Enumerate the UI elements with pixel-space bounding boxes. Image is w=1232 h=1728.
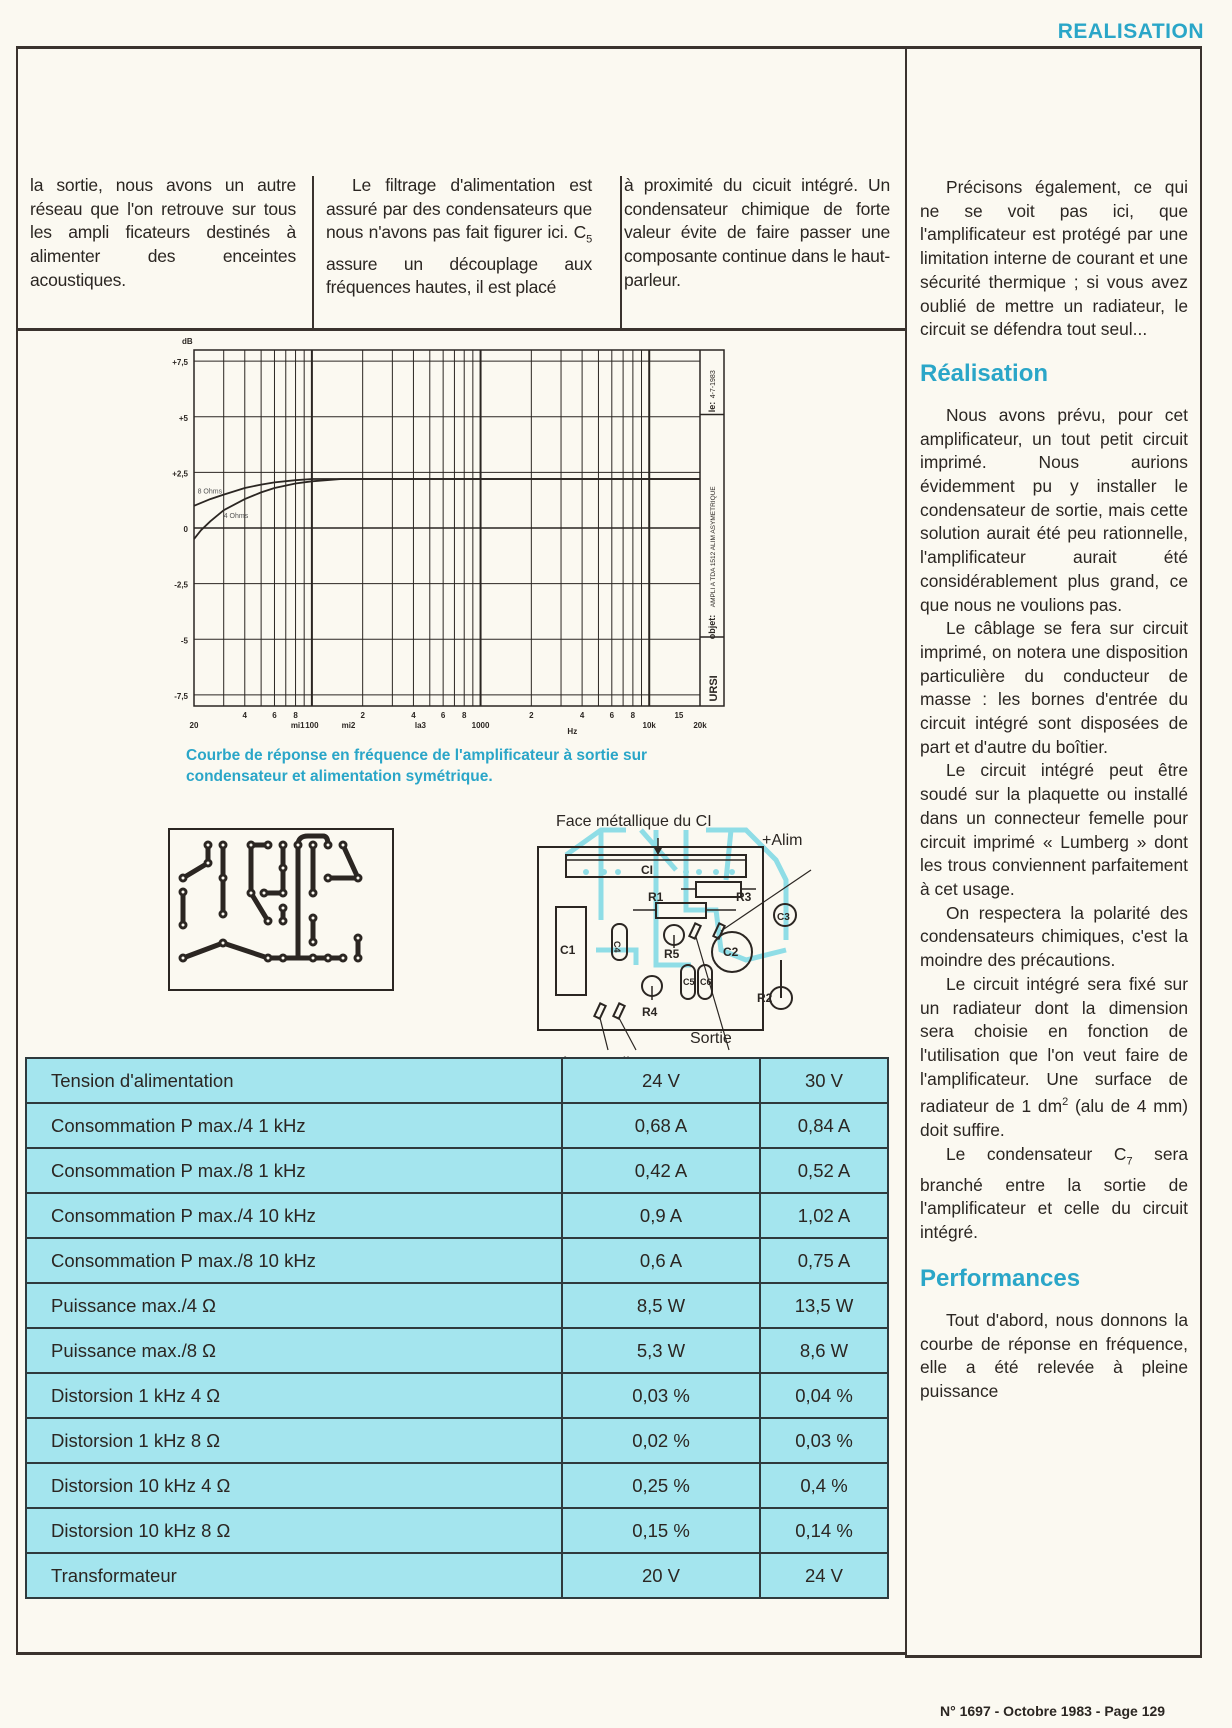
text-span: sera branché entre la sortie de l'amplificateur et celle du circuit intégré. [920, 1143, 1188, 1243]
x-tick-label: 20k [693, 721, 707, 730]
frame-right-rule [1200, 46, 1202, 1658]
y-tick-label: +7,5 [172, 358, 188, 368]
svg-text:R3: R3 [736, 890, 752, 904]
x-tick-label: 2 [360, 711, 365, 720]
x-tick-label: mi2 [341, 721, 356, 730]
x-tick-label: 100 [305, 721, 319, 730]
value-24v: 20 V [562, 1553, 760, 1598]
row-label: Transformateur [26, 1553, 562, 1598]
paragraph: On respectera la polarité des condensateurs chimiques, c'est la moindre des précautions. [920, 902, 1188, 971]
y-tick-label: 0 [183, 525, 188, 534]
table-row [26, 1508, 888, 1553]
right-column [920, 176, 1188, 1404]
paragraph [326, 174, 592, 300]
frame-column-divider [905, 46, 907, 1656]
table-row [26, 1283, 888, 1328]
label-sortie: Sortie [690, 1030, 732, 1047]
row-label: Distorsion 10 kHz 8 Ω [26, 1508, 562, 1553]
row-label: Puissance max./4 Ω [26, 1283, 562, 1328]
value-24v: 0,25 % [562, 1463, 760, 1508]
value-24v: 0,42 A [562, 1148, 760, 1193]
svg-text:C2: C2 [723, 945, 739, 959]
table-row [26, 1238, 888, 1283]
x-tick-label: la3 [414, 721, 426, 730]
table-row [26, 1418, 888, 1463]
value-24v: 0,6 A [562, 1238, 760, 1283]
svg-text:C5: C5 [683, 977, 695, 987]
x-tick-label: mi1 [290, 721, 305, 730]
superscript: 2 [1062, 1096, 1069, 1109]
paragraph: Tout d'abord, nous donnons la courbe de réponse en fréquence, elle a été relevée à pleine puissance [920, 1309, 1188, 1401]
x-tick-label: 6 [609, 711, 615, 720]
value-30v: 0,14 % [760, 1508, 888, 1553]
heading-performances: Performances [920, 1264, 1081, 1292]
table-row [26, 1193, 888, 1238]
svg-text:C6: C6 [700, 977, 712, 987]
x-tick-label: 4 [579, 711, 585, 720]
row-label: Puissance max./8 Ω [26, 1328, 562, 1373]
x-tick-label: 8 [293, 711, 298, 720]
paragraph [920, 1143, 1188, 1245]
row-label: Tension d'alimentation [26, 1058, 562, 1103]
row-label: Consommation P max./8 10 kHz [26, 1238, 562, 1283]
frequency-response-chart [150, 330, 730, 736]
svg-text:C1: C1 [560, 943, 576, 957]
table-row [26, 1148, 888, 1193]
text-column-3 [624, 174, 890, 293]
date-label: le: [707, 401, 717, 413]
y-tick-label: -5 [180, 636, 188, 646]
frame-left-rule [16, 46, 18, 1654]
x-tick-label: 8 [630, 711, 636, 720]
subscript: 7 [1126, 1154, 1133, 1167]
value-30v: 1,02 A [760, 1193, 888, 1238]
value-24v: 0,68 A [562, 1103, 760, 1148]
svg-text:R2: R2 [757, 991, 773, 1005]
paragraph: à proximité du cicuit intégré. Un condensateur chimique de forte valeur évite de faire passer une composante continue dans le haut-parleur. [624, 175, 890, 290]
heading-realisation: Réalisation [920, 359, 1049, 387]
paragraph: Nous avons prévu, pour cet amplificateur, un tout petit circuit imprimé. Nous aurions évidemment pu y installer le condensateur de sortie, mais cette solution aurait été peu rationnelle, l'amplificateur aurait été considérablement plus grand, ce que nous ne voulions pas. [920, 404, 1188, 615]
value-24v: 24 V [562, 1058, 760, 1103]
series-line-8-ohms [194, 479, 700, 506]
table-row [26, 1058, 888, 1103]
series-label: 8 Ohms [197, 488, 223, 496]
value-30v: 8,6 W [760, 1328, 888, 1373]
row-label: Consommation P max./4 1 kHz [26, 1103, 562, 1148]
row-label: Distorsion 10 kHz 4 Ω [26, 1463, 562, 1508]
section-tag: REALISATION [1057, 20, 1204, 43]
frame-bottom-rule-right [905, 1655, 1202, 1658]
paragraph: Le circuit intégré peut être soudé sur la plaquette ou installé dans un connecteur femelle pour circuit imprimé « Lumberg » dont les trous conviennent parfaitement à cet usage. [920, 760, 1188, 899]
value-30v: 30 V [760, 1058, 888, 1103]
row-label: Consommation P max./8 1 kHz [26, 1148, 562, 1193]
svg-text:R1: R1 [648, 890, 664, 904]
value-30v: 0,52 A [760, 1148, 888, 1193]
x-tick-label: 8 [461, 711, 467, 720]
column-divider-1 [312, 176, 314, 330]
svg-text:CI: CI [641, 863, 653, 877]
object-label: objet: [707, 614, 717, 640]
text-column-2 [326, 174, 592, 300]
table-row [26, 1328, 888, 1373]
x-tick-label: 1000 [471, 721, 490, 730]
x-axis-label: Hz [567, 727, 578, 736]
x-tick-label: 15 [674, 711, 684, 720]
y-tick-label: -2,5 [174, 580, 188, 590]
value-30v: 0,84 A [760, 1103, 888, 1148]
spec-table [25, 1057, 889, 1599]
x-tick-label: 6 [272, 711, 277, 720]
label-plus-alim: +Alim [762, 832, 803, 849]
object-value: AMPLI A TDA 1512 ALIM ASYMETRIQUE [710, 486, 717, 608]
table-row [26, 1553, 888, 1598]
table-row [26, 1463, 888, 1508]
x-tick-label: 4 [242, 711, 248, 720]
value-30v: 13,5 W [760, 1283, 888, 1328]
x-tick-label: 2 [529, 711, 534, 720]
value-30v: 0,03 % [760, 1418, 888, 1463]
label-face-metallique: Face métallique du CI [556, 813, 712, 830]
publisher-logo: URSI [708, 675, 720, 702]
paragraph [920, 973, 1188, 1143]
svg-text:R5: R5 [664, 947, 680, 961]
value-30v: 24 V [760, 1553, 888, 1598]
page-footer: N° 1697 - Octobre 1983 - Page 129 [940, 1703, 1166, 1719]
y-tick-label: -7,5 [174, 691, 188, 701]
column-divider-2 [620, 176, 622, 330]
value-24v: 0,9 A [562, 1193, 760, 1238]
paragraph: Le câblage se fera sur circuit imprimé, on notera une disposition particulière du conducteur de masse : les bornes d'entrée du circuit intégré sont disposées de part et d'autre du boîtier. [920, 618, 1188, 757]
text-column-1 [30, 174, 296, 293]
table-row [26, 1103, 888, 1148]
value-24v: 8,5 W [562, 1283, 760, 1328]
date-value: 4-7-1983 [710, 370, 717, 399]
pcb-component-drawing [536, 800, 836, 1060]
table-row [26, 1373, 888, 1418]
series-line-4-ohms [194, 479, 700, 539]
value-24v: 0,03 % [562, 1373, 760, 1418]
paragraph: Précisons également, ce qui ne se voit pas ici, que l'amplificateur est protégé par une limitation interne de courant et une sécurité thermique ; si vous avez oublié de mettre un radiateur, le circuit se défendra tout seul... [920, 177, 1188, 340]
paragraph: la sortie, nous avons un autre réseau que l'on retrouve sur tous les ampli ficateurs destinés à alimenter des enceintes acoustiques. [30, 175, 296, 290]
chart-svg [150, 330, 730, 736]
frame-bottom-rule [16, 1652, 907, 1655]
text-span: Le condensateur C [946, 1143, 1127, 1164]
frame-top-rule [16, 46, 1202, 49]
x-tick-label: 20 [189, 721, 199, 730]
pcb-copper-layout [168, 828, 394, 991]
pcb-copper-drawing [168, 828, 394, 991]
y-tick-label: +5 [178, 413, 188, 423]
value-24v: 5,3 W [562, 1328, 760, 1373]
text-span: Le circuit intégré sera fixé sur un radiateur dont la dimension sera choisie en fonction de l'utilisation que l'on veut faire de l'amplificateur. Une surface de radiateur de 1 dm [920, 973, 1188, 1117]
x-tick-label: 10k [642, 721, 656, 730]
value-24v: 0,02 % [562, 1418, 760, 1463]
text-span: assure un découplage aux fréquences hautes, il est placé [326, 253, 592, 298]
pcb-component-layout [536, 800, 836, 1060]
svg-text:R4: R4 [642, 1005, 658, 1019]
y-tick-label: +2,5 [172, 469, 188, 479]
row-label: Consommation P max./4 10 kHz [26, 1193, 562, 1238]
x-tick-label: 6 [440, 711, 446, 720]
text-span: (alu de 4 mm) doit suffire. [920, 1096, 1188, 1140]
row-label: Distorsion 1 kHz 8 Ω [26, 1418, 562, 1463]
svg-text:C3: C3 [777, 912, 790, 923]
value-24v: 0,15 % [562, 1508, 760, 1553]
x-tick-label: 4 [411, 711, 416, 720]
row-label: Distorsion 1 kHz 4 Ω [26, 1373, 562, 1418]
series-label: 4 Ohms [223, 512, 249, 520]
value-30v: 0,75 A [760, 1238, 888, 1283]
chart-caption: Courbe de réponse en fréquence de l'amplificateur à sortie sur condensateur et alimentation symétrique. [186, 747, 648, 785]
y-axis-label: dB [182, 337, 193, 346]
svg-text:C4: C4 [612, 941, 622, 953]
subscript: 5 [586, 233, 592, 246]
value-30v: 0,4 % [760, 1463, 888, 1508]
text-span: Le filtrage d'alimentation est assuré par des condensateurs que nous n'avons pas fait figurer ici. C [326, 175, 592, 243]
value-30v: 0,04 % [760, 1373, 888, 1418]
